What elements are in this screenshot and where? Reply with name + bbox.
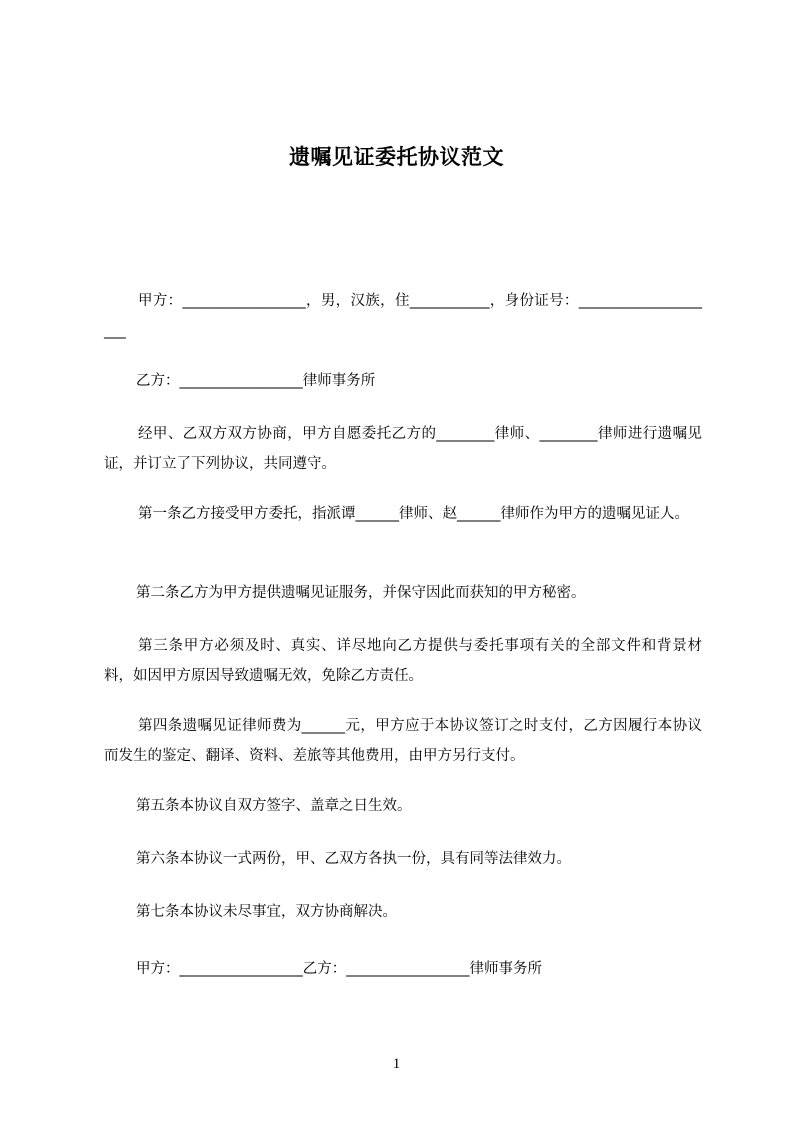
- article-2: 第二条乙方为甲方提供遗嘱见证服务，并保守因此而获知的甲方秘密。: [136, 585, 586, 601]
- preamble-paragraph: 经甲、乙双方双方协商，甲方自愿委托乙方的________律师、________律师进行遗嘱见证，并订立了下列协议，共同遵守。: [104, 426, 702, 472]
- party-b-info: 乙方：_________________律师事务所: [136, 373, 376, 389]
- document-title: 遗嘱见证委托协议范文: [289, 145, 504, 169]
- signature-line: 甲方：_________________乙方：_________________律师事务所: [136, 961, 542, 977]
- article-3: 第三条甲方必须及时、真实、详尽地向乙方提供与委托事项有关的全部文件和背景材料，如因甲方原因导致遗嘱无效，免除乙方责任。: [104, 638, 702, 684]
- page-number: 1: [392, 1056, 401, 1072]
- article-7: 第七条本协议未尽事宜，双方协商解决。: [136, 904, 397, 920]
- article-1: 第一条乙方接受甲方委托，指派谭______律师、赵______律师作为甲方的遗嘱见证人。: [138, 506, 689, 522]
- article-4: 第四条遗嘱见证律师费为______元，甲方应于本协议签订之时支付，乙方因履行本协议而发生的鉴定、翻译、资料、差旅等其他费用，由甲方另行支付。: [104, 718, 702, 764]
- article-6: 第六条本协议一式两份，甲、乙双方各执一份，具有同等法律效力。: [136, 851, 571, 867]
- article-5: 第五条本协议自双方签字、盖章之日生效。: [136, 798, 412, 814]
- party-a-info: 甲方：_________________，男，汉族，住___________，身份证号：____________________: [104, 293, 702, 339]
